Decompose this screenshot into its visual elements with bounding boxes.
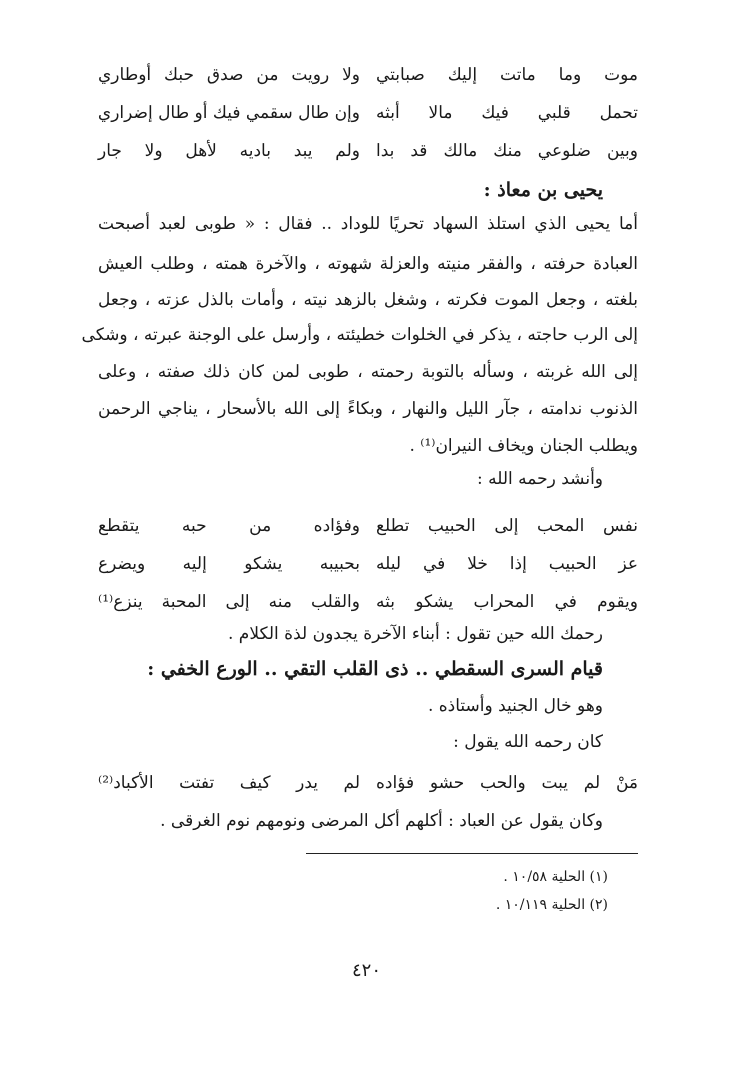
- section-heading: يحيى بن معاذ :: [483, 179, 603, 201]
- paragraph-line: ويطلب الجنان ويخاف النيران⁽¹⁾ .: [409, 436, 638, 456]
- paragraph-line: إلى الله غربته ، وسأله بالتوبة رحمته ، طوبى لمن كان ذلك صفته ، وعلى: [98, 362, 638, 382]
- poem-verse: [98, 589, 638, 615]
- verse-second-hemistich: والقلب منه إلى المحبة ينزع⁽¹⁾: [98, 592, 360, 612]
- paragraph-line: وهو خال الجنيد وأستاذه .: [427, 696, 603, 716]
- paragraph-line: الذنوب ندامته ، جآر الليل والنهار ، وبكاءً إلى الله بالأسحار ، يناجي الرحمن: [98, 399, 638, 419]
- paragraph-line: رحمك الله حين تقول : أبناء الآخرة يجدون لذة الكلام .: [228, 624, 603, 644]
- paragraph-line: كان رحمه الله يقول :: [453, 732, 603, 752]
- verse-second-hemistich: لم يدر كيف تفتت الأكباد⁽²⁾: [98, 773, 360, 793]
- poem-verse: [98, 513, 638, 539]
- verse-first-hemistich: مَنْ لم يبت والحب حشو فؤاده: [376, 773, 638, 793]
- paragraph-line: إلى الرب حاجته ، يذكر في الخلوات خطيئته ، وأرسل على الوجنة عبرته ، وشكى: [81, 325, 638, 345]
- verse-first-hemistich: موت وما ماتت إليك صبابتي: [376, 65, 638, 85]
- verse-second-hemistich: وإن طال سقمي فيك أو طال إضراري: [97, 103, 360, 123]
- verse-first-hemistich: وبين ضلوعي منك مالك قد بدا: [376, 141, 638, 161]
- footnote: (٢) الحلية ١٠/١١٩ .: [495, 897, 608, 913]
- paragraph-line: بلغته ، وجعل الموت فكرته ، وشغل بالزهد نيته ، وأمات بالذل عزته ، وجعل: [98, 290, 638, 310]
- page-number: ٤٢٠: [351, 960, 381, 981]
- verse-first-hemistich: عز الحبيب إذا خلا في ليله: [376, 554, 638, 574]
- section-heading: قيام السرى السقطي .. ذى القلب التقي .. الورع الخفي :: [147, 658, 603, 680]
- verse-first-hemistich: تحمل قلبي فيك مالا أبثه: [376, 103, 638, 123]
- poem-verse: [98, 551, 638, 577]
- verse-second-hemistich: ولا رويت من صدق حبك أوطاري: [98, 65, 360, 85]
- paragraph-line: العبادة حرفته ، والفقر منيته والعزلة شهوته ، والآخرة همته ، وطلب العيش: [98, 254, 638, 274]
- verse-second-hemistich: بحبيبه يشكو إليه ويضرع: [98, 554, 360, 574]
- footnote-divider: [306, 853, 638, 854]
- poem-verse: [98, 100, 638, 126]
- poem-verse: [98, 138, 638, 164]
- verse-second-hemistich: ولم يبد باديه لأهل ولا جار: [98, 141, 360, 161]
- poem-verse: [98, 770, 638, 796]
- poem-intro: وأنشد رحمه الله :: [477, 469, 603, 489]
- paragraph-line: أما يحيى الذي استلذ السهاد تحريًا للوداد .. فقال : « طوبى لعبد أصبحت: [98, 214, 638, 234]
- verse-first-hemistich: ويقوم في المحراب يشكو بثه: [376, 592, 638, 612]
- verse-second-hemistich: وفؤاده من حبه يتقطع: [98, 516, 360, 536]
- verse-first-hemistich: نفس المحب إلى الحبيب تطلع: [376, 516, 638, 536]
- poem-verse: [98, 62, 638, 88]
- footnote: (١) الحلية ١٠/٥٨ .: [503, 869, 608, 885]
- paragraph-line: وكان يقول عن العباد : أكلهم أكل المرضى ونومهم نوم الغرقى .: [160, 811, 603, 831]
